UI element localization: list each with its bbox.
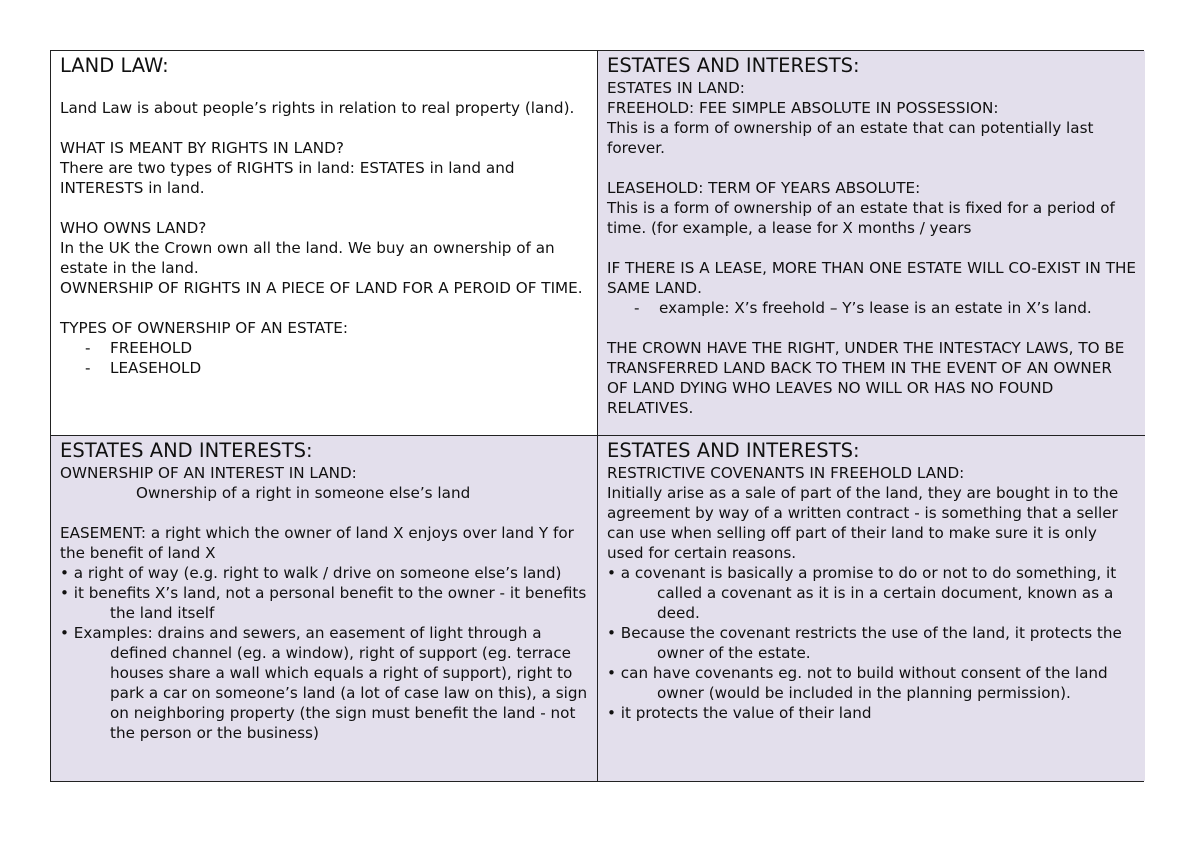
leasehold-heading: LEASEHOLD: TERM OF YEARS ABSOLUTE: <box>607 179 921 197</box>
easement-text: EASEMENT: a right which the owner of land X enjoys over land Y for the benefit of land X <box>60 524 574 562</box>
covenants-cell <box>598 436 1145 781</box>
crown-note: THE CROWN HAVE THE RIGHT, UNDER THE INTESTACY LAWS, TO BE TRANSFERRED LAND BACK TO THEM IN THE EVENT OF AN OWNER OF LAND DYING WHO LEAVES NO WILL OR HAS NO FOUND RELATIVES. <box>607 339 1125 417</box>
types-list <box>60 338 589 378</box>
cell-title: ESTATES AND INTERESTS: <box>607 439 860 462</box>
estates-cell <box>598 51 1145 436</box>
bullet-item: • Because the covenant restricts the use of the land, it protects the owner of the estate. <box>607 624 1122 662</box>
lease-example-list <box>607 298 1137 318</box>
list-item: - LEASEHOLD <box>85 358 589 378</box>
cell-title: ESTATES AND INTERESTS: <box>607 54 860 77</box>
bullet-item: • it protects the value of their land <box>607 704 872 722</box>
bullet-item: • Examples: drains and sewers, an easement of light through a defined channel (eg. a window), right of support (eg. terrace houses share a wall which equals a right of support), right to park a car on someone’s land (a lot of case law on this), a sign on neighboring property (the sign must benefit the land - not the person or the business) <box>60 624 588 742</box>
question-heading: WHO OWNS LAND? <box>60 219 207 237</box>
list-item: - example: X’s freehold – Y’s lease is an estate in X’s land. <box>634 298 1137 318</box>
cell-title: ESTATES AND INTERESTS: <box>60 439 313 462</box>
freehold-text: This is a form of ownership of an estate that can potentially last forever. <box>607 119 1094 157</box>
notes-table <box>50 50 1144 782</box>
sub-heading: ESTATES IN LAND: <box>607 79 745 97</box>
freehold-heading: FREEHOLD: FEE SIMPLE ABSOLUTE IN POSSESSION: <box>607 99 999 117</box>
list-item: - FREEHOLD <box>85 338 589 358</box>
sub-heading: RESTRICTIVE COVENANTS IN FREEHOLD LAND: <box>607 464 965 482</box>
intro-text: Land Law is about people’s rights in relation to real property (land). <box>60 99 575 117</box>
bullet-item: • a right of way (e.g. right to walk / drive on someone else’s land) <box>60 564 562 582</box>
interests-cell <box>51 436 598 781</box>
answer-text: OWNERSHIP OF RIGHTS IN A PIECE OF LAND FOR A PEROID OF TIME. <box>60 279 583 297</box>
answer-text: There are two types of RIGHTS in land: ESTATES in land and INTERESTS in land. <box>60 159 515 197</box>
types-heading: TYPES OF OWNERSHIP OF AN ESTATE: <box>60 319 348 337</box>
sub-heading: OWNERSHIP OF AN INTEREST IN LAND: <box>60 464 357 482</box>
bullet-item: • can have covenants eg. not to build without consent of the land owner (would be included in the planning permission). <box>607 664 1108 702</box>
bullet-item: • it benefits X’s land, not a personal benefit to the owner - it benefits the land itself <box>60 584 587 622</box>
intro-text: Initially arise as a sale of part of the land, they are bought in to the agreement by way of a written contract - is something that a seller can use when selling off part of their land to make sure it is only used for certain reasons. <box>607 484 1119 562</box>
cell-title: LAND LAW: <box>60 54 169 77</box>
bullet-item: • a covenant is basically a promise to do or not to do something, it called a covenant as it is in a certain document, known as a deed. <box>607 564 1117 622</box>
question-heading: WHAT IS MEANT BY RIGHTS IN LAND? <box>60 139 344 157</box>
land-law-cell <box>51 51 598 436</box>
answer-text: In the UK the Crown own all the land. We buy an ownership of an estate in the land. <box>60 239 555 277</box>
leasehold-text: This is a form of ownership of an estate that is fixed for a period of time. (for example, a lease for X months / years <box>607 199 1115 237</box>
lease-note: IF THERE IS A LEASE, MORE THAN ONE ESTATE WILL CO-EXIST IN THE SAME LAND. <box>607 259 1137 297</box>
definition-text: Ownership of a right in someone else’s land <box>136 484 471 502</box>
